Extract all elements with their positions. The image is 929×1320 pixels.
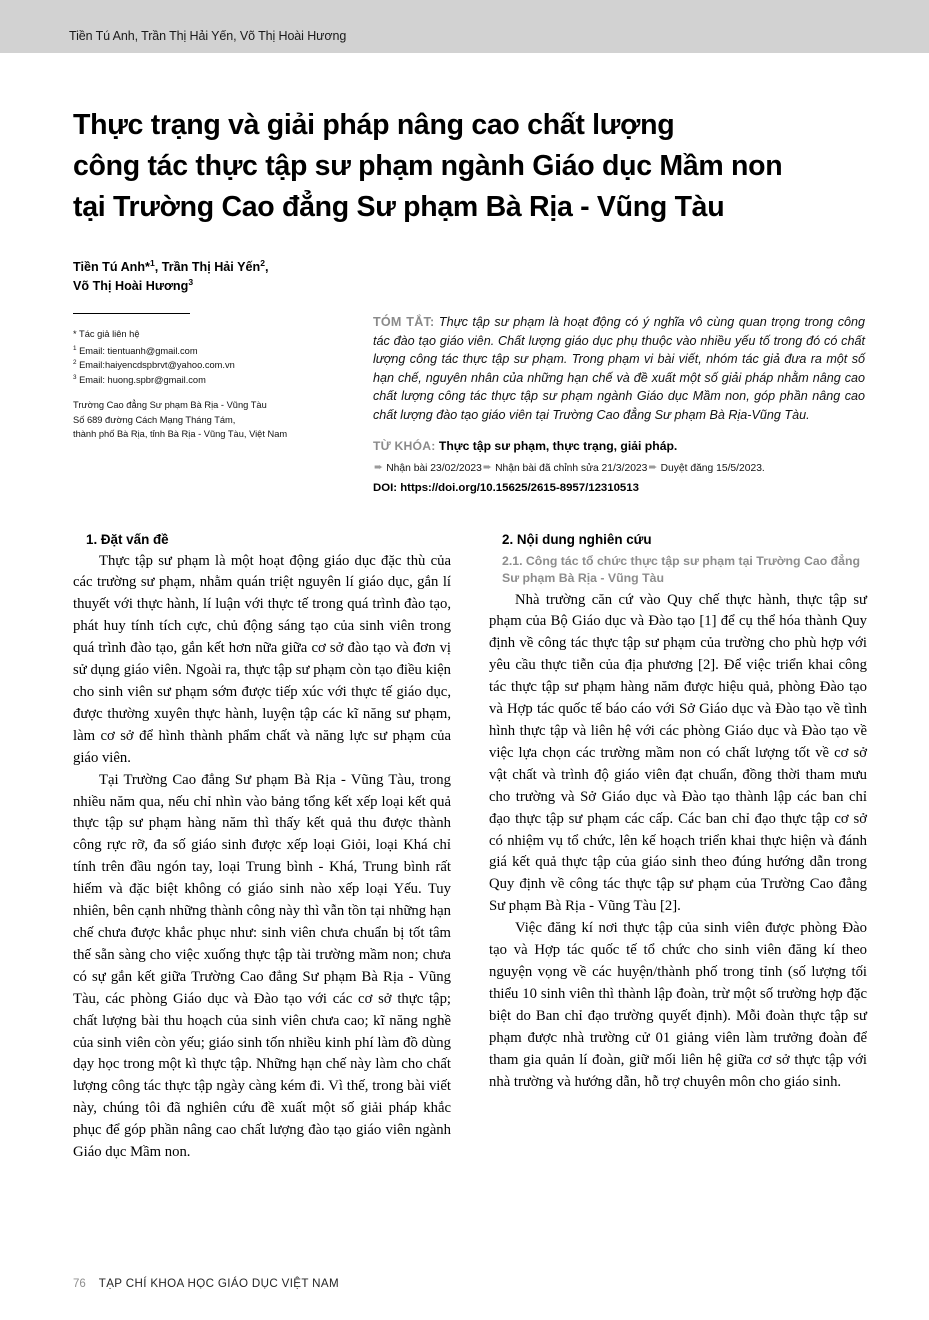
author-1-name: Tiền Tú Anh* bbox=[73, 260, 150, 274]
author-3-name: Võ Thị Hoài Hương bbox=[73, 279, 189, 293]
section-heading-2: 2. Nội dung nghiên cứu bbox=[502, 531, 652, 547]
page-footer bbox=[73, 1274, 339, 1292]
page-title bbox=[0, 105, 929, 228]
doi-label: DOI: bbox=[373, 481, 398, 494]
subsection-heading-2-1: 2.1. Công tác tổ chức thực tập sư phạm tại Trường Cao đẳng Sư phạm Bà Rịa - Vũng Tàu bbox=[502, 553, 860, 586]
email-list bbox=[73, 344, 373, 388]
email-2-text: Email:haiyencdspbrvt@yahoo.com.vn bbox=[79, 360, 235, 370]
section-heading-1: 1. Đặt vấn đề bbox=[86, 531, 169, 547]
email-3-text: Email: huong.spbr@gmail.com bbox=[79, 374, 206, 385]
date-received: Nhận bài 23/02/2023 bbox=[386, 462, 482, 474]
keywords-block bbox=[373, 438, 865, 455]
divider-rule bbox=[73, 313, 190, 314]
page-number: 76 bbox=[73, 1278, 86, 1290]
email-item bbox=[73, 358, 373, 373]
email-1-text: Email: tientuanh@gmail.com bbox=[79, 345, 198, 356]
email-item bbox=[73, 373, 373, 388]
title-line-1: Thực trạng và giải pháp nâng cao chất lượng bbox=[73, 109, 675, 141]
affiliation-line: Trường Cao đẳng Sư phạm Bà Rịa - Vũng Tàu bbox=[73, 400, 267, 410]
email-2-marker: 2 bbox=[73, 358, 77, 366]
column-right bbox=[489, 530, 867, 1164]
title-line-2: công tác thực tập sư phạm ngành Giáo dục Mầm non bbox=[73, 150, 783, 182]
correspondence-block bbox=[73, 313, 373, 442]
paragraph: Việc đăng kí nơi thực tập của sinh viên được phòng Đào tạo và Hợp tác quốc tế tổ chức cho sinh viên đăng kí theo nguyện vọng về các huyện/thành phố trong tỉnh (số lượng tối thiểu 10 sinh viên thì thành lập đoàn, trừ một số trường hợp đặc biệt do Ban chỉ đạo trường quyết định). Mỗi đoàn thực tập sư phạm được nhà trường cử 01 giảng viên làm trưởng đoàn để tham gia quản lí đoàn, giữ mối liên hệ giữa cơ sở thực tập với nhà trường và hướng dẫn, hỗ trợ chuyên môn cho giáo sinh. bbox=[489, 920, 867, 1090]
arrow-right-icon: ➨ bbox=[648, 461, 658, 474]
running-header-authors: Tiền Tú Anh, Trần Thị Hải Yến, Võ Thị Hoài Hương bbox=[69, 29, 347, 43]
journal-name: TẠP CHÍ KHOA HỌC GIÁO DỤC VIỆT NAM bbox=[98, 1277, 339, 1290]
running-header-bar bbox=[0, 0, 929, 53]
keywords-value: Thực tập sư phạm, thực trạng, giải pháp. bbox=[438, 438, 678, 453]
author-2-affil-marker: 2 bbox=[260, 257, 265, 268]
abstract-block bbox=[373, 313, 867, 496]
affiliation-block bbox=[73, 398, 373, 442]
doi-link[interactable]: https://doi.org/10.15625/2615-8957/12310513 bbox=[400, 481, 639, 494]
author-line-2 bbox=[73, 277, 929, 296]
abstract-paragraph bbox=[373, 313, 865, 425]
paragraph: Tại Trường Cao đẳng Sư phạm Bà Rịa - Vũng Tàu, trong nhiều năm qua, nếu chỉ nhìn vào bảng tổng kết xếp loại kết quả thực tập sư phạm hàng năm thì thấy kết quả thu được thành công rực rỡ, đa số giáo sinh được xếp loại Giỏi, loại Khá chỉ tính trên đầu ngón tay, loại Trung bình - Khá, Trung bình rất hiếm và đặc biệt không có giáo sinh nào xếp loại Yếu. Tuy nhiên, bên cạnh những thành công này thì vẫn tồn tại những hạn chế chưa được khắc phục như: sinh viên chưa chuẩn bị tốt tâm thế sẵn sàng cho việc xuống thực tập tài trường mầm non; chưa có sự gắn kết giữa Trường Cao đẳng Sư phạm Bà Rịa - Vũng Tàu, các phòng Giáo dục và Đào tạo với các cơ sở thực tập; chất lượng bài thu hoạch của sinh viên chưa cao; kĩ năng nghề của sinh viên còn yếu; giáo sinh tốn nhiều kinh phí làm đồ dùng dạy học trong một kì thực tập. Những hạn chế này làm cho chất lượng công tác thực tập ngày càng kém đi. Vì thế, trong bài viết này, chúng tôi đã nghiên cứu đề xuất một số giải pháp khắc phục để góp phần nâng cao chất lượng đào tạo giáo viên ngành Giáo dục Mầm non. bbox=[73, 771, 451, 1161]
date-revised: Nhận bài đã chỉnh sửa 21/3/2023 bbox=[495, 462, 648, 474]
author-line-1 bbox=[73, 258, 929, 277]
author-byline bbox=[0, 258, 929, 296]
affiliation-line: Số 689 đường Cách Mạng Tháng Tám, bbox=[73, 414, 236, 425]
body-columns bbox=[0, 530, 929, 1164]
arrow-right-icon: ➨ bbox=[482, 461, 493, 474]
page-content bbox=[0, 53, 929, 1164]
arrow-right-icon: ➨ bbox=[374, 461, 384, 474]
column-left bbox=[73, 530, 451, 1164]
date-accepted: Duyệt đăng 15/5/2023. bbox=[660, 462, 765, 474]
affiliation-line: thành phố Bà Rịa, tỉnh Bà Rịa - Vũng Tàu, Việt Nam bbox=[73, 429, 288, 439]
corresponding-author-note: * Tác giả liên hệ bbox=[73, 329, 140, 339]
abstract-label: TÓM TẮT: bbox=[373, 315, 435, 329]
metadata-region bbox=[0, 313, 929, 496]
author-3-affil-marker: 3 bbox=[188, 276, 194, 287]
email-item bbox=[73, 344, 373, 359]
keywords-label: TỪ KHÓA: bbox=[373, 438, 436, 453]
author-1-affil-marker: 1 bbox=[149, 257, 155, 268]
publication-dates bbox=[373, 461, 865, 476]
paragraph: Thực tập sư phạm là một hoạt động giáo dục đặc thù của các trường sư phạm, nhằm quán triệt nguyên lí giáo dục, gắn lí thuyết với thực hành, lí luận với thực tế trong quá trình đào tạo, phát huy tính tích cực, chủ động sáng tạo của sinh viên trong quá trình đào tạo, gắn kết hơn nữa giữa cơ sở đào tạo và đơn vị sử dụng giáo viên. Ngoài ra, thực tập sư phạm còn tạo điều kiện cho sinh viên sư phạm sớm được tiếp xúc với thực tế giáo dục, được thường xuyên thực hành, luyện tập các kĩ năng sư phạm, làm cơ sở để hình thành phẩm chất và năng lực sư phạm của giáo viên. bbox=[73, 552, 451, 766]
email-1-marker: 1 bbox=[73, 344, 77, 352]
email-3-marker: 3 bbox=[73, 373, 77, 381]
title-line-3: tại Trường Cao đẳng Sư phạm Bà Rịa - Vũng Tàu bbox=[73, 191, 725, 223]
abstract-text: Thực tập sư phạm là hoạt động có ý nghĩa vô cùng quan trọng trong công tác đào tạo giáo viên. Chất lượng giáo dục phụ thuộc vào nhiều yếu tố trong đó có chất lượng công tác thực tập sư phạm. Trong phạm vi bài viết, nhóm tác giả đưa ra một số hạn chế, nguyên nhân của những hạn chế và đề xuất một số giải pháp nhằm nâng cao chất lượng công tác thực tập sư phạm ngành Giáo dục Mầm non, góp phần nâng cao chất lượng đào tạo giáo viên tại Trường Cao đẳng Sư phạm Bà Rịa-Vũng Tàu. bbox=[373, 315, 866, 422]
author-2-name: , Trần Thị Hải Yến bbox=[154, 260, 261, 274]
doi-line bbox=[373, 480, 865, 496]
author-line-1-comma: , bbox=[264, 260, 269, 274]
paragraph: Nhà trường căn cứ vào Quy chế thực hành, thực tập sư phạm của Bộ Giáo dục và Đào tạo [1] để cụ thể hóa thành Quy định về công tác thực tập sư phạm của trường cho phù hợp với yêu cầu thực tiễn của địa phương [2]. Để việc triển khai công tác thực tập sư phạm hàng năm được hiệu quả, phòng Đào tạo và Hợp tác quốc tế báo cáo với Sở Giáo dục và Đào tạo về tình hình thực tập và liên hệ với các phòng Giáo dục và Đào tạo về việc lựa chọn các trường mầm non có chất lượng tốt về cơ sở vật chất và trình độ giáo viên đạt chuẩn, đồng thời tham mưu cho trường và Sở Giáo dục và Đào tạo thành lập các ban chỉ đạo thực tập sư phạm các cấp. Các ban chỉ đạo thực tập cơ sở có nhiệm vụ tổ chức, lên kế hoạch triển khai thực hiện và đánh giá kết quả thực tập của giáo sinh theo đúng hướng dẫn trong Quy định về công tác thực tập sư phạm của Trường Cao đẳng Sư phạm Bà Rịa - Vũng Tàu [2]. bbox=[489, 591, 867, 915]
